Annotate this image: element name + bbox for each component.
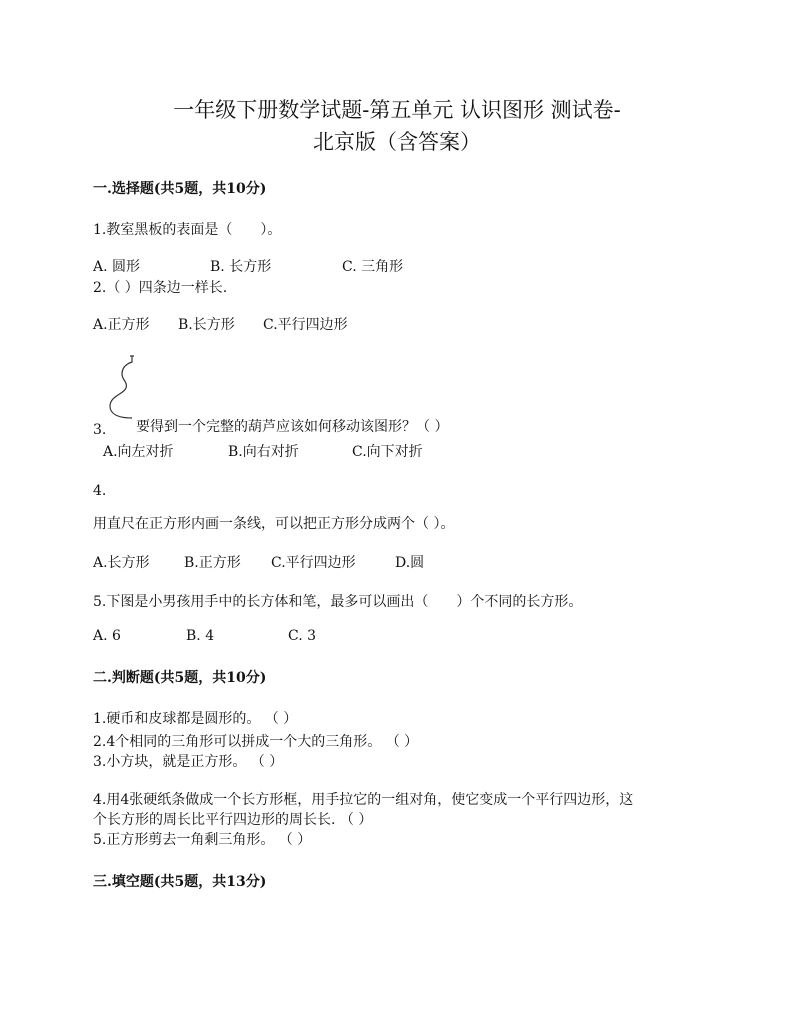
q3-option-a: A.向左对折 xyxy=(103,444,174,460)
q5-option-a: A. 6 xyxy=(93,628,121,644)
judge-item-2: 2.4个相同的三角形可以拼成一个大的三角形。 （ ） xyxy=(93,734,419,750)
doc-title-line2: 北京版（含答案） xyxy=(313,130,481,154)
q3-option-b: B.向右对折 xyxy=(228,444,299,460)
q3-option-c: C.向下对折 xyxy=(352,444,423,460)
judge-item-5: 5.正方形剪去一角剩三角形。 （ ） xyxy=(93,832,312,848)
section-heading-choice: 一.选择题(共5题，共10分) xyxy=(93,181,267,197)
q4-option-a: A.长方形 xyxy=(93,555,150,571)
judge-item-4-line1: 4.用4张硬纸条做成一个长方形框，用手拉它的一组对角，使它变成一个平行四边形，这 xyxy=(93,792,634,808)
judge-item-3: 3.小方块，就是正方形。 （ ） xyxy=(93,754,284,770)
half-gourd-figure xyxy=(104,352,144,422)
doc-title-line1: 一年级下册数学试题-第五单元 认识图形 测试卷- xyxy=(173,98,621,122)
q4-option-b: B.正方形 xyxy=(184,555,241,571)
q4-number: 4. xyxy=(93,483,107,499)
q3-number: 3. xyxy=(93,422,107,438)
q5-option-b: B. 4 xyxy=(186,628,215,644)
judge-item-1: 1.硬币和皮球都是圆形的。 （ ） xyxy=(93,711,298,727)
q2-option-c: C.平行四边形 xyxy=(263,317,348,333)
section-heading-fill-in: 三.填空题(共5题，共13分) xyxy=(93,874,267,890)
judge-item-4-line2: 个长方形的周长比平行四边形的周长长. （ ） xyxy=(93,812,373,828)
q3-stem: 要得到一个完整的葫芦应该如何移动该图形？（ ） xyxy=(136,419,449,435)
q5-stem: 5.下图是小男孩用手中的长方体和笔，最多可以画出（ ）个不同的长方形。 xyxy=(93,594,583,610)
section-heading-judgment: 二.判断题(共5题，共10分) xyxy=(93,670,267,686)
q4-option-d: D.圆 xyxy=(395,555,425,571)
q1-stem: 1.教室黑板的表面是（ ）。 xyxy=(93,222,282,238)
q2-option-b: B.长方形 xyxy=(178,317,235,333)
q1-option-b: B. 长方形 xyxy=(210,259,272,275)
q1-option-a: A. 圆形 xyxy=(93,259,141,275)
q1-option-c: C. 三角形 xyxy=(342,259,404,275)
q4-option-c: C.平行四边形 xyxy=(271,555,356,571)
q5-option-c: C. 3 xyxy=(288,628,317,644)
q2-option-a: A.正方形 xyxy=(93,317,150,333)
q4-stem: 用直尺在正方形内画一条线，可以把正方形分成两个（ ）。 xyxy=(93,516,455,532)
q2-stem: 2.（ ）四条边一样长. xyxy=(93,280,228,296)
